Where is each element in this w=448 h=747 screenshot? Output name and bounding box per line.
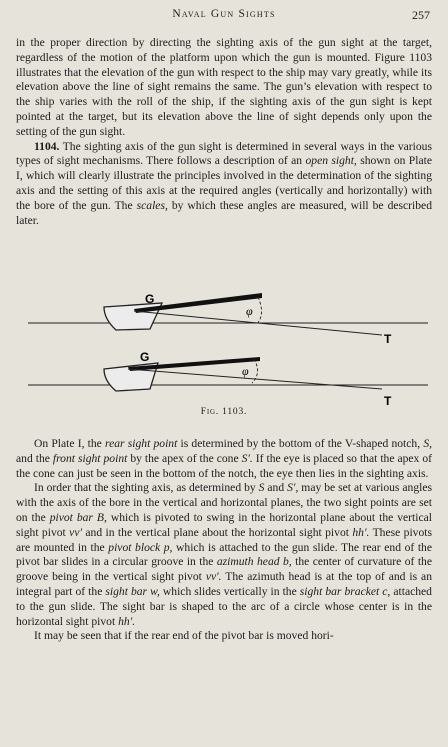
upper-angle-label: φ xyxy=(246,304,253,318)
text-block-top xyxy=(16,36,432,228)
italic-term: front sight point xyxy=(52,451,128,465)
page-number: 257 xyxy=(412,8,430,22)
text-run: by which these angles are measured, will be described later. xyxy=(16,198,432,227)
running-head xyxy=(0,8,448,26)
text-run: If the eye is placed so that the apex of the cone can just be seen in the bottom of the notch, the eye then lies in the sighting axis. xyxy=(16,451,432,480)
text-run: the center of curvature of the groove being in the vertical sight pivot xyxy=(16,555,432,584)
italic-term: hh′. xyxy=(118,614,136,628)
italic-term: rear sight point xyxy=(105,437,178,450)
italic-term: azimuth head b, xyxy=(216,555,292,569)
lower-angle-label: φ xyxy=(242,364,249,378)
paragraph-number: 1104. xyxy=(34,139,60,153)
paragraph xyxy=(16,437,432,481)
lower-target-label: T xyxy=(384,394,392,407)
text-run: shown on Plate I, which will clearly illustrate the principles involved in the determination of the sighting axis and the setting of this axis at the required angles (vertically and horizontally) with the bore of the gun. The xyxy=(16,154,432,212)
upper-gun-label: G xyxy=(145,292,155,306)
text-run: The sighting axis of the gun sight is determined in several ways in the various types of sight mechanisms. There follows a description of an xyxy=(16,139,432,168)
figure-caption: Fig. 1103. xyxy=(200,407,248,417)
italic-term: hh′. xyxy=(352,525,370,539)
paragraph xyxy=(16,629,432,644)
lower-gun-label: G xyxy=(140,350,150,364)
figure-1103 xyxy=(0,283,448,423)
italic-term: sight bar w, xyxy=(105,584,160,598)
italic-term: S′. xyxy=(241,451,253,465)
text-run: and the xyxy=(16,451,53,465)
text-run: in the proper direction by directing the sighting axis of the gun sight at the target, regardless of the motion of the platform upon which the gun is mounted. Figure 1103 illustrates that the elevation of the gun with respect to the ship may vary greatly, while its elevation above the line of sight remains the same. The gun’s elevation with respect to the ship varies with the roll of the ship, if the sighting axis of the gun sight is kept pointed at the target, but its elevation above the line of sight depends only upon the setting of the gun sight. xyxy=(16,36,432,138)
text-block-bottom xyxy=(16,437,432,644)
text-run: and xyxy=(264,481,288,495)
running-title: Naval Gun Sights xyxy=(172,8,276,20)
text-run: by the apex of the cone xyxy=(127,451,242,465)
text-run: is determined by the bottom of the V-shaped notch, xyxy=(177,437,424,450)
text-run: It may be seen that if the rear end of the pivot bar is moved hori- xyxy=(34,629,334,643)
upper-target-label: T xyxy=(384,332,392,346)
paragraph xyxy=(16,36,432,140)
italic-term: pivot block p, xyxy=(108,540,173,554)
text-run: The azimuth head is at the top of and is an integral part of the xyxy=(16,570,432,598)
italic-term: S xyxy=(258,481,265,495)
text-run: which slides vertically in the xyxy=(159,584,300,598)
paragraph xyxy=(16,481,432,629)
italic-term: vv′ xyxy=(69,525,82,539)
text-run: may be set at various angles with the axis of the bore in the vertical and horizontal planes, the two sight points are set on the xyxy=(16,481,432,524)
italic-term: open sight, xyxy=(305,154,357,168)
figure-drawing xyxy=(0,283,448,407)
upper-angle-arc xyxy=(256,297,262,325)
text-run: which is attached to the gun slide. The rear end of the pivot bar slides in a circular groove in the xyxy=(16,540,432,569)
italic-term: pivot bar B, xyxy=(49,510,107,524)
text-run: These pivots are mounted in the xyxy=(16,525,432,554)
upper-diagram xyxy=(28,292,428,346)
italic-term: scales, xyxy=(136,198,168,212)
text-run: On Plate I, the xyxy=(34,437,106,450)
text-run: and in the vertical plane about the horizontal sight pivot xyxy=(82,525,353,539)
text-run: In order that the sighting axis, as determined by xyxy=(34,481,259,495)
paragraph xyxy=(16,140,432,229)
text-run: which is pivoted to swing in the horizontal plane about the vertical sight pivot xyxy=(16,510,432,539)
lower-diagram xyxy=(28,350,428,407)
italic-term: S′, xyxy=(287,481,299,495)
italic-term: sight bar bracket c, xyxy=(299,584,391,598)
italic-term: S, xyxy=(423,437,433,450)
text-run: attached to the gun slide. The sight bar is shaped to the arc of a circle whose center is in the horizontal sight pivot xyxy=(16,584,432,628)
italic-term: vv′. xyxy=(205,570,222,584)
